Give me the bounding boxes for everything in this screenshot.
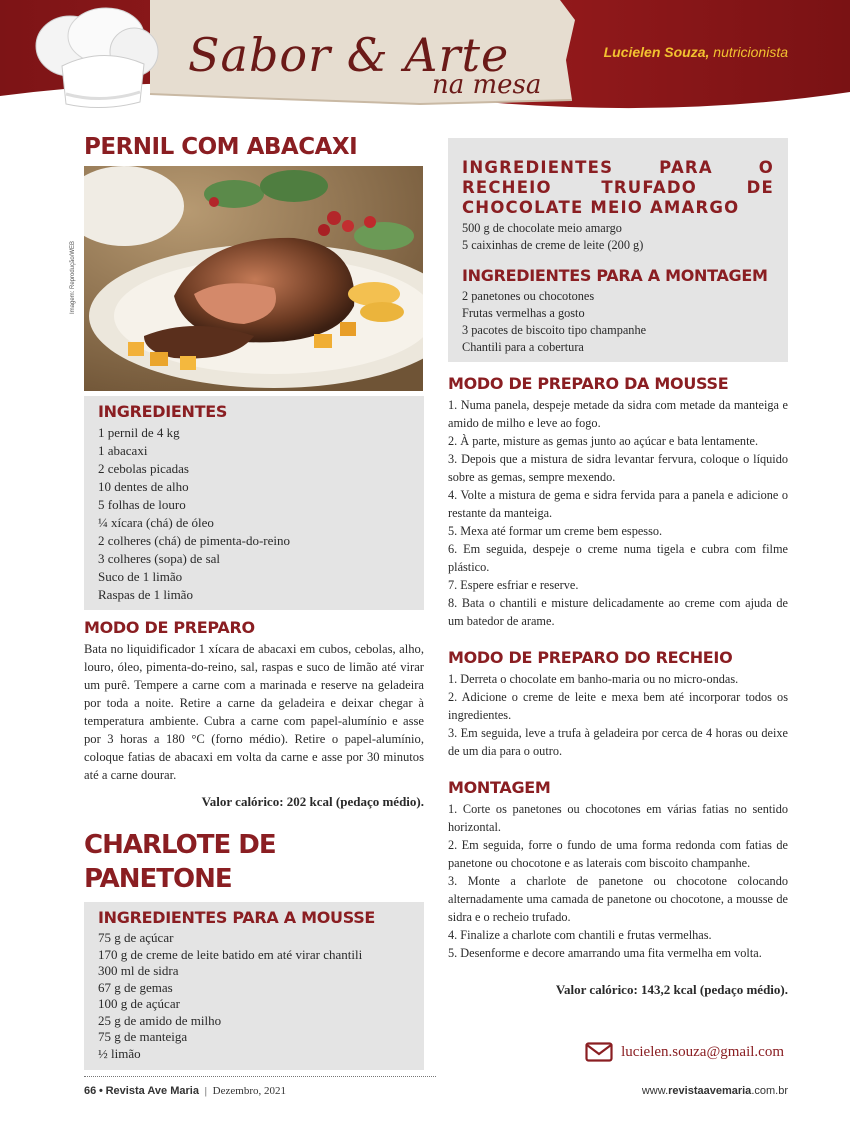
filling-ingredients-list	[462, 220, 774, 254]
mousse-method-heading: MODO DE PREPARO DA MOUSSE	[448, 374, 729, 393]
list-item: 2 cebolas picadas	[98, 461, 189, 476]
filling-assembly-box	[448, 138, 788, 362]
brand-title: Sabor & Arte	[188, 28, 510, 82]
list-item: 8. Bata o chantili e misture delicadamente ao creme com ajuda de um batedor de arame.	[448, 596, 788, 628]
list-item: 75 g de manteiga	[98, 1029, 188, 1044]
list-item: 100 g de açúcar	[98, 996, 180, 1011]
recipe1-ingredients-heading: INGREDIENTES	[98, 402, 228, 421]
recipe1-title: PERNIL COM ABACAXI	[84, 134, 358, 160]
list-item: 2. À parte, misture as gemas junto ao açúcar e bata lentamente.	[448, 434, 759, 448]
author-credit	[604, 44, 788, 60]
list-item: 67 g de gemas	[98, 979, 173, 995]
right-column	[448, 138, 788, 998]
site-suffix: .com.br	[751, 1085, 788, 1097]
list-item: 5 caixinhas de creme de leite (200 g)	[462, 238, 644, 252]
list-item: 1 abacaxi	[98, 443, 148, 458]
list-item: Frutas vermelhas a gosto	[462, 306, 585, 320]
mousse-ingredients-box	[84, 902, 424, 1070]
list-item: 4. Finalize a charlote com chantili e frutas vermelhas.	[448, 928, 712, 942]
recipe1-method-heading: MODO DE PREPARO	[84, 618, 255, 637]
list-item: 2. Em seguida, forre o fundo de uma forma redonda com fatias de panetone ou chocotone e as laterais com biscoito champanhe.	[448, 838, 788, 870]
mousse-ingredients-list	[98, 930, 410, 1062]
brand-subtitle: na mesa	[432, 70, 542, 100]
recipe2-title: CHARLOTE DE PANETONE	[84, 830, 276, 894]
assembly-ingredients-list	[462, 288, 774, 356]
recipe1-calorie: Valor calórico: 202 kcal (pedaço médio).	[201, 794, 424, 809]
filling-method-heading: MODO DE PREPARO DO RECHEIO	[448, 648, 733, 667]
footer-divider	[84, 1076, 436, 1077]
assembly-steps	[448, 800, 788, 962]
list-item: 1. Derreta o chocolate em banho-maria ou no micro-ondas.	[448, 672, 739, 686]
pernil-photo	[84, 166, 423, 391]
recipe1-method-text: Bata no liquidificador 1 xícara de abacaxi em cubos, cebolas, alho, louro, óleo, pimenta-do-reino, sal, raspas e suco de limão até virar um purê. Tempere a carne com a marinada e reserve na geladeira por toda a noite. Retire a carne da geladeira e deixar chegar à temperatura ambiente. Cubra a carne com papel-alumínio e asse por 3 horas a 180 °C (forno médio). Retire o papel-alumínio, coloque fatias de abacaxi em volta da carne e asse por 30 minutos até a carne dourar.	[84, 642, 424, 782]
recipe1-ingredients-list	[98, 424, 410, 604]
list-item: ¼ xícara (chá) de óleo	[98, 515, 214, 530]
list-item: 170 g de creme de leite batido em até virar chantili	[98, 946, 363, 962]
list-item: 500 g de chocolate meio amargo	[462, 221, 622, 235]
author-role: nutricionista	[713, 44, 788, 60]
list-item: 5 folhas de louro	[98, 497, 186, 512]
recipe1-ingredients-box	[84, 396, 424, 610]
site-prefix: www.	[641, 1085, 669, 1097]
list-item: 4. Volte a mistura de gema e sidra fervida para a panela e adicione o restante da manteiga.	[448, 488, 788, 520]
issue-date: Dezembro, 2021	[212, 1085, 286, 1097]
list-item: 3. Monte a charlote de panetone ou chocotone colocando alternadamente uma camada de panetone ou chocotone, a mousse de sidra e o recheio trufado.	[448, 874, 788, 924]
filling-ingredients-heading: INGREDIENTES PARA O RECHEIO TRUFADO DE CHOCOLATE MEIO AMARGO	[462, 158, 774, 217]
site-name: revistaavemaria	[668, 1085, 752, 1097]
footer-bullet: •	[99, 1085, 103, 1097]
page-number: 66	[84, 1085, 97, 1097]
list-item: 2 panetones ou chocotones	[462, 289, 595, 303]
list-item: Raspas de 1 limão	[98, 587, 193, 602]
footer-left	[84, 1085, 286, 1097]
list-item: 25 g de amido de milho	[98, 1012, 222, 1028]
magazine-name: Revista Ave Maria	[105, 1085, 199, 1097]
list-item: 3 pacotes de biscoito tipo champanhe	[462, 323, 647, 337]
footer-separator: |	[204, 1085, 207, 1097]
pernil-image	[84, 166, 423, 391]
list-item: Chantili para a cobertura	[462, 340, 584, 354]
list-item: 1 pernil de 4 kg	[98, 425, 180, 440]
list-item: 10 dentes de alho	[98, 479, 189, 494]
mousse-steps	[448, 396, 788, 630]
list-item: 3. Em seguida, leve a trufa à geladeira por cerca de 4 horas ou deixe de um dia para o outro.	[448, 726, 788, 758]
list-item: 7. Espere esfriar e reserve.	[448, 578, 579, 592]
assembly-heading: MONTAGEM	[448, 778, 551, 797]
list-item: 2. Adicione o creme de leite e mexa bem até incorporar todos os ingredientes.	[448, 690, 788, 722]
list-item: 2 colheres (chá) de pimenta-do-reino	[98, 533, 291, 548]
email-text[interactable]: lucielen.souza@gmail.com	[621, 1043, 784, 1060]
author-email[interactable]	[585, 1042, 784, 1062]
envelope-icon	[585, 1042, 613, 1062]
list-item: 6. Em seguida, despeje o creme numa tigela e cubra com filme plástico.	[448, 542, 788, 574]
mousse-ingredients-heading: INGREDIENTES PARA A MOUSSE	[98, 908, 376, 927]
list-item: 1. Corte os panetones ou chocotones em várias fatias no sentido horizontal.	[448, 802, 788, 834]
recipe2-calorie: Valor calórico: 143,2 kcal (pedaço médio).	[555, 982, 788, 997]
list-item: Suco de 1 limão	[98, 569, 183, 584]
list-item: 3 colheres (sopa) de sal	[98, 551, 221, 566]
list-item: 5. Desenforme e decore amarrando uma fita vermelha em volta.	[448, 946, 762, 960]
list-item: 3. Depois que a mistura de sidra levantar fervura, coloque o líquido sobre as gemas, sempre mexendo.	[448, 452, 788, 484]
list-item: 5. Mexa até formar um creme bem espesso.	[448, 524, 663, 538]
list-item: 300 ml de sidra	[98, 963, 179, 978]
list-item: 1. Numa panela, despeje metade da sidra com metade da manteiga e amido de milho e leve ao fogo.	[448, 398, 788, 430]
header-banner	[0, 0, 850, 118]
chef-hat-icon	[22, 6, 162, 114]
left-column	[84, 132, 424, 1070]
list-item: ½ limão	[98, 1045, 141, 1061]
photo-credit: Imagem: Reprodução/WEB	[70, 240, 76, 314]
filling-steps	[448, 670, 788, 760]
author-name: Lucielen Souza,	[603, 44, 710, 60]
assembly-ingredients-heading: INGREDIENTES PARA A MONTAGEM	[462, 266, 768, 285]
list-item: 75 g de açúcar	[98, 930, 174, 945]
footer-website[interactable]	[642, 1085, 788, 1097]
